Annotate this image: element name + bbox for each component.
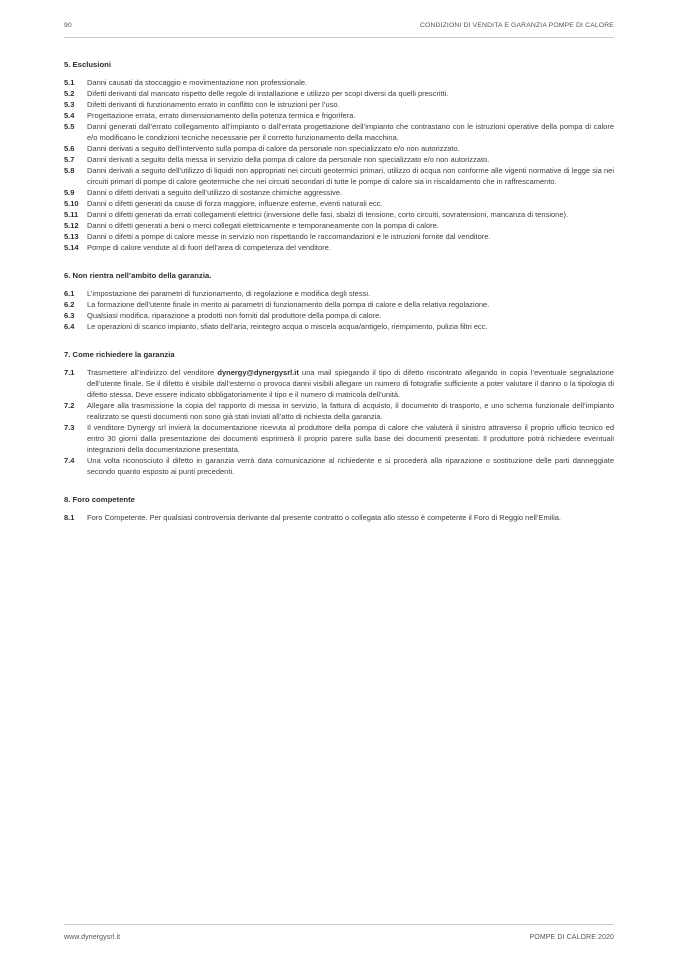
item-text: Il venditore Dynergy srl invierà la documentazione ricevuta al produttore della pompa di calore che valuterà il sinistro attraverso il proprio ufficio tecnico ed entro 30 giorni dalla presentazione dei documenti esprimerà il proprio parere sulla base dei documenti presentati. Il produttore potrà richiedere eventuali integrazioni della documentazione presentata. bbox=[87, 423, 614, 454]
item-text: Danni causati da stoccaggio e movimentazione non professionale. bbox=[87, 78, 308, 87]
item-number: 7.1 bbox=[64, 368, 75, 377]
header-title: CONDIZIONI DI VENDITA E GARANZIA POMPE DI CALORE bbox=[419, 22, 614, 29]
vendor-email: dynergy@dynergysrl.it bbox=[217, 368, 299, 377]
item-text: Difetti derivanti dal mancato rispetto delle regole di installazione e utilizzo per scopi diversi da quelli prescritti. bbox=[87, 89, 449, 98]
item-number: 5.11 bbox=[64, 210, 79, 219]
list-item bbox=[64, 422, 614, 455]
list-item bbox=[64, 209, 614, 220]
list-item bbox=[64, 198, 614, 209]
list-item bbox=[64, 143, 614, 154]
list-item bbox=[64, 400, 614, 422]
footer-website: www.dynergysrl.it bbox=[64, 934, 121, 941]
list-item bbox=[64, 110, 614, 121]
list-item bbox=[64, 88, 614, 99]
list-item bbox=[64, 231, 614, 242]
item-number: 7.3 bbox=[64, 423, 75, 432]
item-number: 5.1 bbox=[64, 78, 75, 87]
page-footer bbox=[64, 924, 614, 941]
list-item bbox=[64, 220, 614, 231]
item-text: Foro Competente. Per qualsiasi controversia derivante dal presente contratto o collegata allo stesso è competente il Foro di Reggio nell’Emilia. bbox=[87, 513, 562, 522]
list-item bbox=[64, 77, 614, 88]
item-text-pre: Trasmettere all’indirizzo del venditore bbox=[87, 368, 218, 377]
item-number: 5.9 bbox=[64, 188, 75, 197]
list-item bbox=[64, 455, 614, 477]
item-text bbox=[87, 367, 614, 400]
section-heading: 6. Non rientra nell’ambito della garanzia. bbox=[64, 271, 212, 280]
section-heading: 7. Come richiedere la garanzia bbox=[64, 350, 175, 359]
list-item bbox=[64, 321, 614, 332]
item-number: 5.6 bbox=[64, 144, 75, 153]
document-body bbox=[64, 59, 614, 523]
list-item bbox=[64, 367, 614, 400]
item-text: Allegare alla trasmissione la copia del rapporto di messa in servizio, la fattura di acquisto, il documento di trasporto, e uno schema funzionale dell’impianto realizzato se questi documenti non sono già stati inviati all’atto di richiesta della garanzia. bbox=[87, 401, 614, 421]
item-text: La formazione dell’utente finale in merito ai parametri di funzionamento della pompa di calore e della relativa regolazione. bbox=[87, 300, 490, 309]
item-text: Le operazioni di scarico impianto, sfiato dell’aria, reintegro acqua o miscela acqua/antigelo, riempimento, pulizia filtri ecc. bbox=[87, 322, 488, 331]
item-text: Progettazione errata, errato dimensionamento della potenza termica e frigorifera. bbox=[87, 111, 356, 120]
item-text: Danni derivati a seguito dell’utilizzo di liquidi non appropriati nei circuiti geotermici primari, utilizzo di acqua non conforme alle vigenti normative di legge sia nei circuiti primari di pompe di calore geotermiche che nei circuiti secondari di tutte le pompe di calore sia in riscaldamento che in raffrescamento. bbox=[87, 166, 614, 186]
section-heading: 8. Foro competente bbox=[64, 495, 135, 504]
item-text: Danni o difetti generati da cause di forza maggiore, influenze esterne, eventi naturali ecc. bbox=[87, 199, 383, 208]
list-item bbox=[64, 165, 614, 187]
item-text: Danni derivati a seguito della messa in servizio della pompa di calore da personale non specializzato e/o non autorizzato. bbox=[87, 155, 490, 164]
item-text: Qualsiasi modifica, riparazione a prodotti non forniti dal produttore della pompa di calore. bbox=[87, 311, 382, 320]
list-item bbox=[64, 187, 614, 198]
list-item bbox=[64, 512, 614, 523]
item-number: 6.4 bbox=[64, 322, 75, 331]
item-text: Pompe di calore vendute al di fuori dell’area di competenza del venditore. bbox=[87, 243, 331, 252]
item-number: 7.4 bbox=[64, 456, 75, 465]
section-non-rientra-garanzia bbox=[64, 270, 614, 332]
item-text: Difetti derivanti di funzionamento errato in conflitto con le istruzioni per l’uso. bbox=[87, 100, 340, 109]
item-number: 8.1 bbox=[64, 513, 75, 522]
list-item bbox=[64, 242, 614, 253]
item-number: 5.10 bbox=[64, 199, 79, 208]
section-foro-competente bbox=[64, 494, 614, 523]
item-number: 5.12 bbox=[64, 221, 79, 230]
item-text: Danni o difetti generati a beni o merci collegati elettricamente e temporaneamente con la pompa di calore. bbox=[87, 221, 439, 230]
item-number: 5.3 bbox=[64, 100, 75, 109]
list-item bbox=[64, 99, 614, 110]
item-text: Danni o difetti derivati a seguito dell’utilizzo di sostanze chimiche aggressive. bbox=[87, 188, 343, 197]
item-number: 5.5 bbox=[64, 122, 75, 131]
item-number: 7.2 bbox=[64, 401, 75, 410]
list-item bbox=[64, 154, 614, 165]
item-text: Danni derivati a seguito dell’intervento sulla pompa di calore da personale non specializzato e/o non autorizzato. bbox=[87, 144, 460, 153]
item-text-post: una mail spiegando il tipo di difetto riscontrato allegando in copia l’eventuale segnalazione dell’utente finale. Se il difetto è visibile dall’esterno o provoca danni visibili allegare un numero di fotografie sufficiente a poter valutare il danno o la tipologia di difetto stessa. Deve essere indicato obbligatoriamente il tipo e il numero di matricola dell’unità. bbox=[87, 368, 614, 399]
list-item bbox=[64, 121, 614, 143]
footer-edition: POMPE DI CALORE 2020 bbox=[529, 934, 614, 941]
item-number: 6.3 bbox=[64, 311, 75, 320]
item-text: Danni generati dall’errato collegamento all’impianto o dall’errata progettazione dell’impianto che contrastano con le istruzioni operative della pompa di calore e/o modificano le condizioni tecniche necessarie per il corretto funzionamento della macchina. bbox=[87, 122, 614, 142]
item-number: 5.14 bbox=[64, 243, 79, 252]
section-esclusioni bbox=[64, 59, 614, 253]
item-text: Danni o difetti generati da errati collegamenti elettrici (inversione delle fasi, sbalzi di tensione, corto circuiti, sovratensioni, mancanza di tensione). bbox=[87, 210, 569, 219]
item-text: Una volta riconosciuto il difetto in garanzia verrà data comunicazione al richiedente e si procederà alla riparazione o sostituzione delle parti danneggiate secondo quanto esposto ai punti precedenti. bbox=[87, 456, 614, 476]
item-text: Danni o difetti a pompe di calore messe in servizio non rispettando le raccomandazioni e le istruzioni fornite dal venditore. bbox=[87, 232, 491, 241]
item-number: 6.2 bbox=[64, 300, 75, 309]
list-item bbox=[64, 310, 614, 321]
item-number: 5.7 bbox=[64, 155, 75, 164]
section-come-richiedere-garanzia bbox=[64, 349, 614, 477]
section-heading: 5. Esclusioni bbox=[64, 60, 111, 69]
page-number: 90 bbox=[64, 22, 72, 29]
item-text: L’impostazione dei parametri di funzionamento, di regolazione e modifica degli stessi. bbox=[87, 289, 371, 298]
item-number: 5.13 bbox=[64, 232, 79, 241]
item-number: 6.1 bbox=[64, 289, 75, 298]
list-item bbox=[64, 299, 614, 310]
page-header bbox=[64, 22, 614, 38]
list-item bbox=[64, 288, 614, 299]
item-number: 5.8 bbox=[64, 166, 75, 175]
item-number: 5.2 bbox=[64, 89, 75, 98]
item-number: 5.4 bbox=[64, 111, 75, 120]
